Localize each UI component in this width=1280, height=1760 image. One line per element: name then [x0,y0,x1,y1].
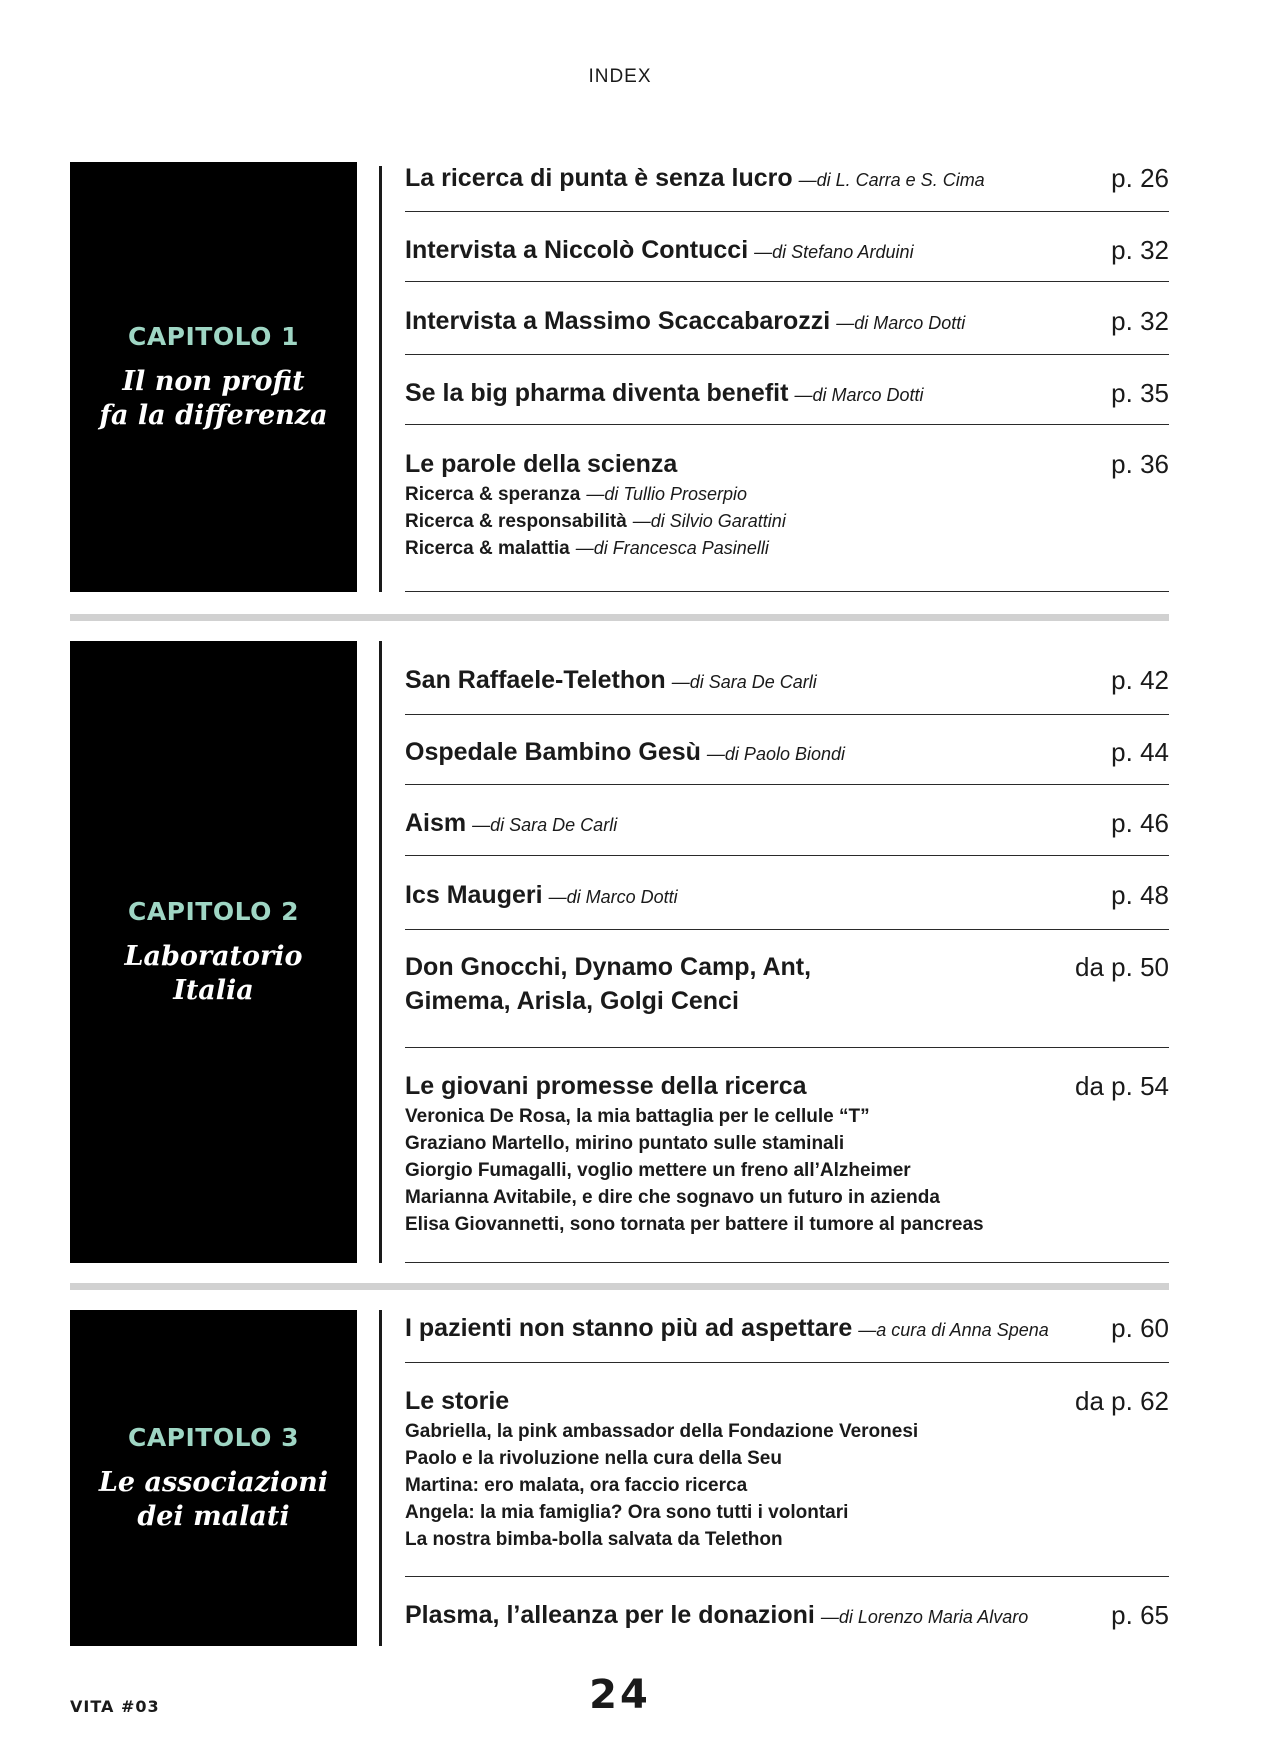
entry-sub-item: Martina: ero malata, ora faccio ricerca [405,1475,748,1496]
entry-title: Le parole della scienza [405,450,678,478]
chapter-2-divider [379,641,382,1263]
entry-sub-item: Veronica De Rosa, la mia battaglia per le cellule “T” [405,1106,870,1127]
entry-sub-item: Graziano Martello, mirino puntato sulle staminali [405,1133,845,1154]
chapter-2-label: CAPITOLO 2 [127,896,299,926]
entry-sub-list [405,1103,1169,1238]
entry-page: da p. 62 [1075,1386,1169,1416]
toc-entry[interactable] [405,447,1169,592]
chapter-1-title-line: fa la differenza [99,399,328,431]
chapter-1-title [99,365,327,433]
entry-sub-list [405,1418,1169,1553]
entry-title-line: Gimema, Arisla, Golgi Cenci [405,987,739,1015]
entry-author: —di Stefano Arduini [754,242,914,262]
entry-page: p. 60 [1111,1313,1169,1343]
chapter-3-box [70,1310,357,1646]
entry-author: —di L. Carra e S. Cima [798,170,985,190]
entry-page: da p. 54 [1075,1071,1169,1101]
page-number: 24 [589,1672,651,1718]
toc-entry[interactable] [405,806,1169,856]
chapter-2-box [70,641,357,1263]
chapter-3-title [99,1466,328,1534]
entry-title: Aism [405,809,467,837]
toc-entry[interactable] [405,1069,1169,1263]
entry-sub-item: Gabriella, la pink ambassador della Fondazione Veronesi [405,1421,919,1442]
chapter-3-title-line: dei malati [137,1500,290,1532]
entry-sub-item [405,535,1169,562]
entry-title: I pazienti non stanno più ad aspettare [405,1314,853,1342]
entry-page: p. 48 [1111,880,1169,910]
entry-title: La ricerca di punta è senza lucro [405,164,793,192]
entry-author: —di Marco Dotti [548,887,678,907]
toc-entry[interactable] [405,1384,1169,1577]
toc-entry[interactable] [405,950,1169,1048]
chapter-1-divider [379,166,382,592]
entry-title: Ospedale Bambino Gesù [405,738,701,766]
entry-page: p. 65 [1111,1600,1169,1630]
sub-author: —di Francesca Pasinelli [575,538,769,558]
entry-sub-item: Giorgio Fumagalli, voglio mettere un freno all’Alzheimer [405,1160,911,1181]
entry-title: San Raffaele-Telethon [405,666,666,694]
toc-entry[interactable] [405,161,1169,212]
toc-entry[interactable] [405,735,1169,785]
toc-entry[interactable] [405,663,1169,715]
entry-sub-item [405,508,1169,535]
magazine-issue: VITA #03 [70,1697,160,1716]
entry-author: —di Marco Dotti [794,385,924,405]
entry-title: Le storie [405,1387,510,1415]
entry-page: p. 32 [1111,235,1169,265]
chapter-1-title-line: Il non profit [122,365,305,397]
entry-title: Intervista a Niccolò Contucci [405,236,749,264]
toc-entry[interactable] [405,304,1169,355]
entry-title [405,950,811,1018]
sub-title: Ricerca & malattia [405,538,570,559]
chapter-3-title-line: Le associazioni [98,1466,329,1498]
chapter-2-title [124,940,302,1008]
entry-page: p. 36 [1111,449,1169,479]
sub-author: —di Tullio Proserpio [586,484,748,504]
entry-sub-list [405,481,1169,562]
entry-title: Intervista a Massimo Scaccabarozzi [405,307,831,335]
sub-author: —di Silvio Garattini [632,511,786,531]
entry-page: da p. 50 [1075,952,1169,982]
sub-title: Ricerca & responsabilità [405,511,627,532]
entry-author: —a cura di Anna Spena [858,1320,1049,1340]
entry-page: p. 26 [1111,163,1169,193]
chapter-2-title-line: Laboratorio [124,940,303,972]
entry-page: p. 42 [1111,665,1169,695]
chapter-2-title-line: Italia [173,974,254,1006]
entry-author: —di Paolo Biondi [706,744,846,764]
entry-author: —di Lorenzo Maria Alvaro [820,1607,1029,1627]
chapter-3-label: CAPITOLO 3 [127,1422,299,1452]
toc-entry[interactable] [405,376,1169,425]
section-separator [70,614,1169,621]
sub-title: Ricerca & speranza [405,484,581,505]
entry-page: p. 46 [1111,808,1169,838]
entry-sub-item: Paolo e la rivoluzione nella cura della Seu [405,1448,782,1469]
entry-sub-item: Elisa Giovannetti, sono tornata per battere il tumore al pancreas [405,1214,984,1235]
entry-sub-item: Angela: la mia famiglia? Ora sono tutti i volontari [405,1502,849,1523]
entry-title: Plasma, l’alleanza per le donazioni [405,1601,815,1629]
chapter-1-box [70,162,357,592]
toc-entry[interactable] [405,1311,1169,1363]
entry-author: —di Marco Dotti [836,313,966,333]
entry-title-line: Don Gnocchi, Dynamo Camp, Ant, [405,953,812,981]
entry-sub-item: La nostra bimba-bolla salvata da Telethon [405,1529,783,1550]
page-header: INDEX [588,66,652,87]
entry-title: Le giovani promesse della ricerca [405,1072,807,1100]
entry-page: p. 35 [1111,378,1169,408]
chapter-1-label: CAPITOLO 1 [127,321,299,351]
toc-entry[interactable] [405,1598,1169,1638]
entry-sub-item [405,481,1169,508]
toc-entry[interactable] [405,878,1169,930]
entry-title: Ics Maugeri [405,881,543,909]
entry-sub-item: Marianna Avitabile, e dire che sognavo un futuro in azienda [405,1187,940,1208]
entry-page: p. 32 [1111,306,1169,336]
entry-author: —di Sara De Carli [472,815,618,835]
toc-entry[interactable] [405,233,1169,282]
entry-author: —di Sara De Carli [671,672,817,692]
chapter-3-divider [379,1310,382,1646]
entry-page: p. 44 [1111,737,1169,767]
section-separator [70,1283,1169,1290]
entry-title: Se la big pharma diventa benefit [405,379,789,407]
